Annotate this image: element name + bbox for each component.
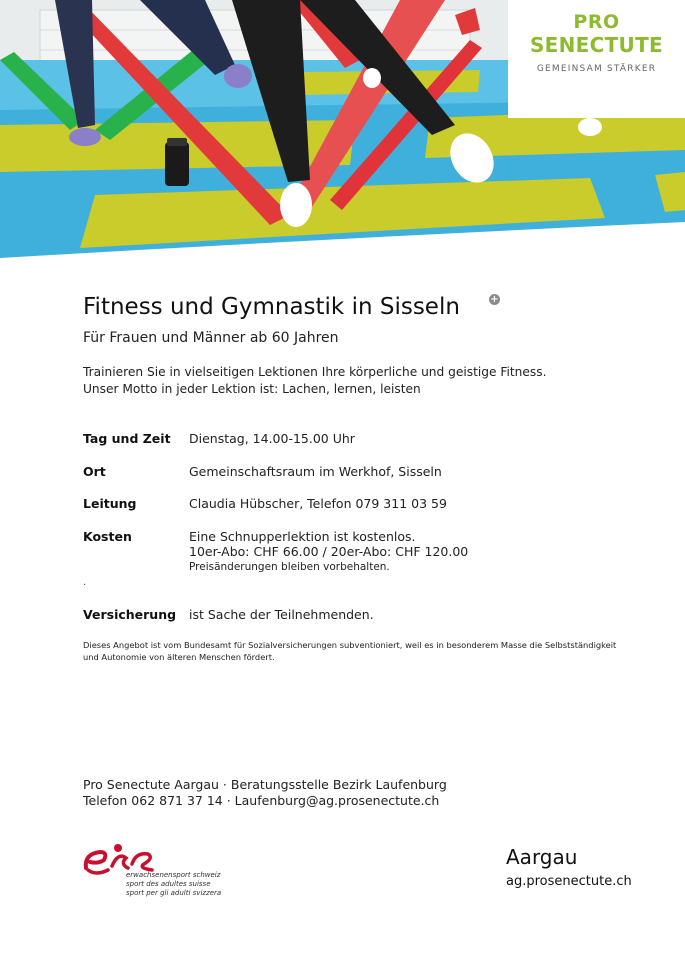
cost-line-1: Eine Schnupperlektion ist kostenlos.	[189, 529, 416, 544]
plus-circle-icon[interactable]: +	[490, 294, 499, 305]
insurance-value: ist Sache der Teilnehmenden.	[189, 607, 374, 622]
time-value: Dienstag, 14.00-15.00 Uhr	[189, 431, 355, 446]
separator-dot: .	[83, 577, 87, 588]
page-subtitle: Für Frauen und Männer ab 60 Jahren	[83, 330, 339, 346]
lead-value: Claudia Hübscher, Telefon 079 311 03 59	[189, 496, 447, 511]
logo-line-2: SENECTUTE	[529, 33, 664, 57]
cost-line-3: Preisänderungen bleiben vorbehalten.	[189, 561, 390, 573]
page-title: Fitness und Gymnastik in Sisseln	[83, 294, 460, 320]
insurance-label: Versicherung	[83, 607, 177, 622]
footer-org: Pro Senectute Aargau · Beratungsstelle Bezirk Laufenburg	[83, 777, 447, 792]
lead-label: Leitung	[83, 496, 137, 511]
website-link[interactable]: ag.prosenectute.ch	[506, 874, 632, 889]
logo-tagline: GEMEINSAM STÄRKER	[536, 64, 657, 74]
esa-line-1: erwachsenensport schweiz	[126, 871, 221, 879]
region-name: Aargau	[506, 845, 578, 869]
pro-senectute-logo	[508, 0, 685, 118]
subsidy-note: Dieses Angebot ist vom Bundesamt für Sozialversicherungen subventioniert, weil es in besonderem Masse die Selbstständigkeit und Autonomie von älteren Menschen fördert.	[83, 640, 617, 662]
time-label: Tag und Zeit	[83, 431, 171, 446]
esa-line-3: sport per gli adulti svizzera	[126, 889, 222, 897]
logo-line-1: PRO	[573, 11, 620, 33]
place-label: Ort	[83, 464, 106, 479]
esa-line-2: sport des adultes suisse	[126, 880, 211, 888]
intro-text: Trainieren Sie in vielseitigen Lektionen Ihre körperliche und geistige Fitness. Unser Motto in jeder Lektion ist: Lachen, lernen, leisten	[83, 365, 547, 396]
cost-line-2: 10er-Abo: CHF 66.00 / 20er-Abo: CHF 120.00	[189, 544, 469, 559]
cost-label: Kosten	[83, 529, 132, 544]
footer-contact: Telefon 062 871 37 14 · Laufenburg@ag.prosenectute.ch	[83, 793, 440, 808]
place-value: Gemeinschaftsraum im Werkhof, Sisseln	[189, 464, 442, 479]
